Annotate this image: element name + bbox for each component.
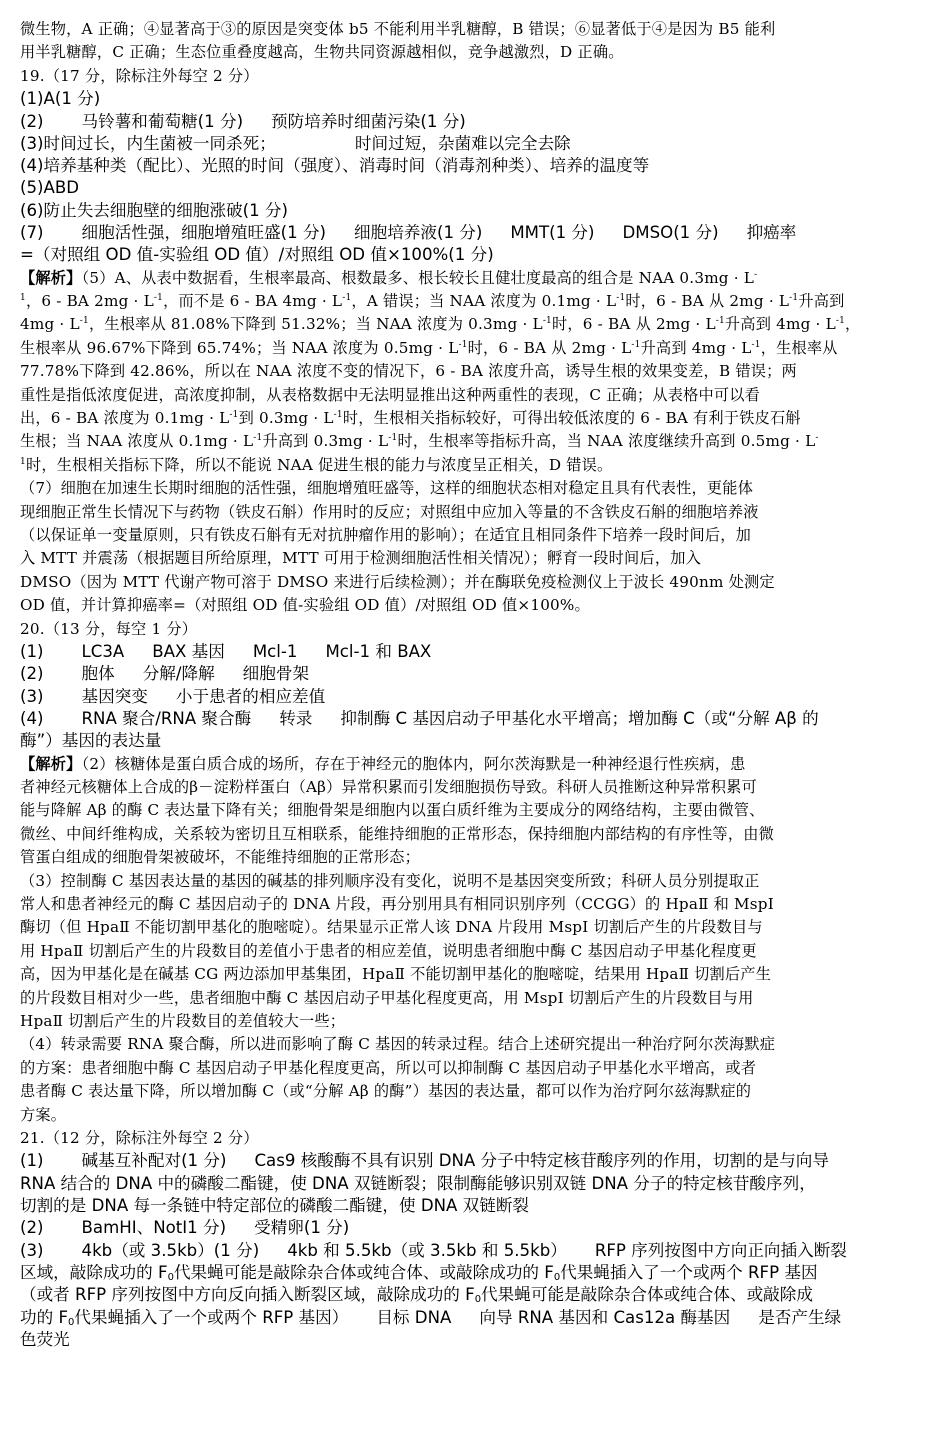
text-line: 高，因为甲基化是在碱基 CG 两边添加甲基集团，HpaⅡ 不能切割甲基化的胞嘧啶，结果用 HpaⅡ 切割后产生	[20, 965, 772, 984]
answer-line: 酶”）基因的表达量	[20, 731, 162, 751]
text-line: 【解析】（5）A、从表中数据看，生根率最高、根数最多、根长较长且健壮度最高的组合是 NAA 0.3mg · L-	[20, 268, 758, 287]
text-line: 常人和患者神经元的酶 C 基因启动子的 DNA 片段，再分别用具有相同识别序列（CCGG）的 HpaⅡ 和 MspⅠ	[20, 895, 774, 914]
analysis-20	[20, 753, 932, 1128]
question-header: 20.（13 分，每空 1 分）	[20, 619, 198, 638]
answer-line: 功的 $F_0$代果蝇插入了一个或两个 RFP 基因） 目标 DNA 向导 RNA 基因和 Cas12a 酶基因 是否产生绿	[20, 1307, 842, 1328]
answer-text: 抑癌率	[746, 223, 797, 242]
analysis-label: 【解析】	[20, 268, 82, 287]
text-line: 生根；当 NAA 浓度从 $0.1mg \cdot L^{-1}$升高到 $0.3mg \cdot L^{-1}$时，生根率等指标升高，当 NAA 浓度继续升高到 0.5mg · L-	[20, 432, 819, 451]
answer-line: (6)防止失去细胞壁的细胞涨破(1 分)	[20, 200, 289, 220]
text-line: （7）细胞在加速生长期时细胞的活性强，细胞增殖旺盛等，这样的细胞状态相对稳定且具有代表性，更能体	[20, 479, 754, 498]
text-line: OD 值，并计算抑癌率=（对照组 OD 值-实验组 OD 值）/对照组 OD 值×100%。	[20, 596, 590, 615]
text-line: 重性是指低浓度促进，高浓度抑制，从表格数据中无法明显推出这种两重性的表现，C 正确；从表格中可以看	[20, 385, 761, 404]
text-line: $^1$，6 - BA $2mg \cdot L^{-1}$，而不是 6 - BA $4mg \cdot L^{-1}$，A 错误；当 NAA 浓度为 $0.1mg \cdot L^{-1}$时，6 - BA 从 $2mg \cdot L^{-1}$升高到	[20, 292, 845, 310]
text-line: 生根率从 96.67%下降到 65.74%；当 NAA 浓度为 $0.5mg \cdot L^{-1}$时，6 - BA 从 $2mg \cdot L^{-1}$升高到 $4mg \cdot L^{-1}$，生根率从	[20, 338, 838, 357]
text-line: 入 MTT 并震荡（根据题目所给原理，MTT 可用于检测细胞活性相关情况）；孵育一段时间后，加入	[20, 549, 701, 568]
text-line: 【解析】（2）核糖体是蛋白质合成的场所，存在于神经元的胞体内，阿尔茨海默是一种神经退行性疾病，患	[20, 754, 746, 773]
analysis-19	[20, 267, 932, 618]
answer-line: (1) LC3A BAX 基因 Mcl-1 Mcl-1 和 BAX	[20, 642, 432, 662]
answer-text: MMT(1 分)	[510, 223, 595, 242]
answer-line: 色荧光	[20, 1329, 70, 1349]
text-line: 的片段数目相对少一些，患者细胞中酶 C 基因启动子甲基化程度更高，用 MspⅠ 切割后产生的片段数目与用	[20, 988, 754, 1007]
answer-line: (2) 胞体 分解/降解 细胞骨架	[20, 664, 310, 684]
answer-line: (3) 4kb（或 3.5kb）(1 分) 4kb 和 5.5kb（或 3.5kb 和 5.5kb） RFP 序列按图中方向正向插入断裂	[20, 1240, 847, 1260]
text-line: 患者酶 C 表达量下降，所以增加酶 C（或“分解 Aβ 的酶”）基因的表达量，都可以作为治疗阿尔兹海默症的	[20, 1082, 752, 1101]
answer-number: (7)	[20, 223, 44, 242]
text-line: HpaⅡ 切割后产生的片段数目的差值较大一些；	[20, 1012, 346, 1031]
text-line: 酶切（但 HpaⅡ 不能切割甲基化的胞嘧啶）。结果显示正常人该 DNA 片段用 MspⅠ 切割后产生的片段数目与	[20, 918, 763, 937]
answer-line: RNA 结合的 DNA 中的磷酸二酯键，使 DNA 双链断裂；限制酶能够识别双链 DNA 分子的特定核苷酸序列，	[20, 1173, 816, 1193]
answer-line: （或者 RFP 序列按图中方向反向插入断裂区域，敲除成功的 $F_0$代果蝇可能是敲除杂合体或纯合体、或敲除成	[20, 1285, 813, 1306]
answer-text: 预防培养时细菌污染(1 分)	[271, 111, 466, 131]
text-line: 微生物，A 正确；④显著高于③的原因是突变体 b5 不能利用半乳糖醇，B 错误；⑥显著低于④是因为 B5 能利	[20, 20, 776, 38]
text-line: 77.78%下降到 42.86%，所以在 NAA 浓度不变的情况下，6 - BA 浓度升高，诱导生根的效果变差，B 错误；两	[20, 362, 797, 381]
answer-line: (3)时间过长，内生菌被一同杀死； 时间过短，杂菌难以完全去除	[20, 133, 571, 153]
text-line: 的方案：患者细胞中酶 C 基因启动子甲基化程度更高，所以可以抑制酶 C 基因启动子甲基化水平增高，或者	[20, 1058, 757, 1077]
answer-text: 细胞培养液(1 分)	[354, 223, 483, 242]
answer-line: (2) BamHI、NotI1 分) 受精卵(1 分)	[20, 1218, 350, 1238]
analysis-label: 【解析】	[20, 754, 82, 773]
text-line: 能与降解 Aβ 的酶 C 表达量下降有关；细胞骨架是细胞内以蛋白质纤维为主要成分的网络结构，主要由微管、	[20, 801, 765, 820]
text-line: DMSO（因为 MTT 代谢产物可溶于 DMSO 来进行后续检测）；并在酶联免疫检测仪上于波长 490nm 处测定	[20, 572, 775, 591]
answers-20	[20, 641, 932, 752]
answer-line: (4)培养基种类（配比）、光照的时间（强度）、消毒时间（消毒剂种类）、培养的温度等	[20, 156, 650, 176]
question-20	[20, 618, 932, 1127]
answer-line: (3) 基因突变 小于患者的相应差值	[20, 686, 326, 706]
answer-line: (1) 碱基互补配对(1 分) Cas9 核酸酶不具有识别 DNA 分子中特定核苷酸序列的作用，切割的是与向导	[20, 1151, 829, 1171]
text-line: 微丝、中间纤维构成，关系较为密切且互相联系，能维持细胞的正常形态，保持细胞内部结构的有序性等，由微	[20, 824, 774, 843]
text-line: 管蛋白组成的细胞骨架被破坏，不能维持细胞的正常形态；	[20, 848, 421, 867]
answer-line: (1)A(1 分)	[20, 89, 101, 109]
answer-line	[20, 111, 932, 133]
question-21	[20, 1127, 932, 1351]
text-line: （4）转录需要 RNA 聚合酶，所以进而影响了酶 C 基因的转录过程。结合上述研究提出一种治疗阿尔茨海默症	[20, 1035, 776, 1054]
text-line: 现细胞正常生长情况下与药物（铁皮石斛）作用时的反应；对照组中应加入等量的不含铁皮石斛的细胞培养液	[20, 502, 759, 521]
answer-line	[20, 222, 932, 244]
text-line: 方案。	[20, 1105, 67, 1124]
answer-line: (4) RNA 聚合/RNA 聚合酶 转录 抑制酶 C 基因启动子甲基化水平增高；增加酶 C（或“分解 Aβ 的	[20, 708, 819, 728]
text-line: 用半乳糖醇，C 正确；生态位重叠度越高，生物共同资源越相似，竞争越激烈，D 正确。	[20, 43, 624, 62]
answers-21	[20, 1150, 932, 1351]
answer-line: 区域，敲除成功的 $F_0$代果蝇可能是敲除杂合体或纯合体、或敲除成功的 $F_0$代果蝇插入了一个或两个 RFP 基因	[20, 1262, 818, 1283]
text-line: 者神经元核糖体上合成的β－淀粉样蛋白（Aβ）异常积累而引发细胞损伤导致。科研人员推断这种异常积累可	[20, 777, 757, 796]
question-19	[20, 65, 932, 618]
answer-text: DMSO(1 分)	[622, 223, 719, 242]
answer-line: =（对照组 OD 值-实验组 OD 值）/对照组 OD 值×100%(1 分)	[20, 245, 494, 265]
text-line: 出，6 - BA 浓度为 $0.1mg \cdot L^{-1}$到 $0.3mg \cdot L^{-1}$时，生根相关指标较好，可得出较低浓度的 6 - BA 有利于铁皮石斛	[20, 409, 801, 428]
text-line: $4mg \cdot L^{-1}$，生根率从 81.08%下降到 51.32%；当 NAA 浓度为 $0.3mg \cdot L^{-1}$时，6 - BA 从 $2mg \cdot L^{-1}$升高到 $4mg \cdot L^{-1}$，	[20, 315, 861, 334]
question-header: 19.（17 分，除标注外每空 2 分）	[20, 66, 259, 85]
question-header: 21.（12 分，除标注外每空 2 分）	[20, 1129, 259, 1148]
answer-number: (2)	[20, 111, 44, 131]
answer-text: 马铃薯和葡萄糖(1 分)	[81, 111, 244, 131]
text-line: 用 HpaⅡ 切割后产生的片段数目的差值小于患者的相应差值，说明患者细胞中酶 C 基因启动子甲基化程度更	[20, 941, 757, 960]
text-line: $^1$时，生根相关指标下降，所以不能说 NAA 促进生根的能力与浓度呈正相关，D 错误。	[20, 455, 613, 474]
answer-text: 细胞活性强，细胞增殖旺盛(1 分)	[81, 223, 327, 242]
text-line: （3）控制酶 C 基因表达量的基因的碱基的排列顺序没有变化，说明不是基因突变所致；科研人员分别提取正	[20, 871, 760, 890]
answer-line: 切割的是 DNA 每一条链中特定部位的磷酸二酯键，使 DNA 双链断裂	[20, 1196, 530, 1216]
answer-line: (5)ABD	[20, 178, 80, 198]
answers-19	[20, 88, 932, 266]
intro-block	[20, 0, 932, 65]
text-line: （以保证单一变量原则，只有铁皮石斛有无对抗肿瘤作用的影响）；在适宜且相同条件下培养一段时间后，加	[20, 526, 751, 545]
